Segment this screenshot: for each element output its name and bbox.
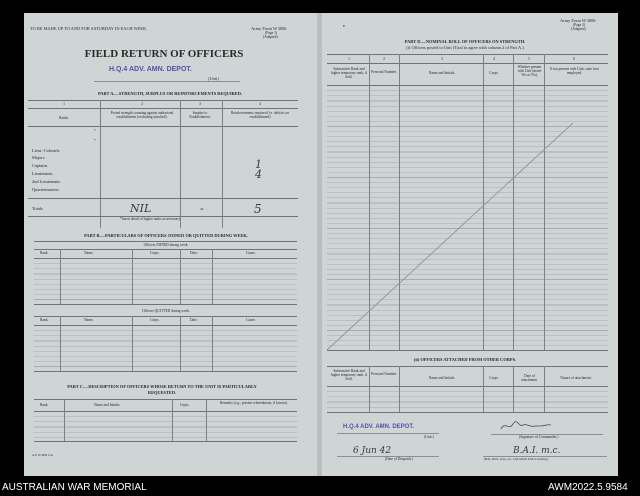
col-corps: Corps.	[489, 71, 499, 75]
col-corps: Corps.	[150, 318, 160, 322]
part-a-rule	[28, 100, 298, 101]
quitted-divider	[60, 316, 61, 371]
col-number: 1	[348, 57, 350, 61]
col-date-attachment: Date of attachment.	[521, 374, 538, 383]
totals-posted: NIL	[130, 202, 152, 215]
col-number: 3	[441, 57, 443, 61]
form-page-1	[24, 13, 316, 476]
col-number: 2	[141, 102, 143, 106]
col-number: 6	[573, 57, 575, 61]
col-remarks: Remarks (e.g., present whereabouts, if known).	[219, 401, 289, 405]
unit-label: (Unit.)	[424, 435, 434, 439]
col-number: 3	[199, 102, 201, 106]
part-c-divider	[172, 399, 173, 441]
form-number: Army Form W.3006	[251, 26, 287, 31]
totals-surplus: -	[200, 202, 204, 215]
rank-row: Lieutenants	[32, 171, 53, 176]
col-header-posted: Posted strength counting against authorized establishment (excluding attached).	[110, 111, 174, 120]
quitted-divider	[212, 316, 213, 371]
col-corps: Corps.	[180, 403, 190, 407]
archive-credit: AUSTRALIAN WAR MEMORIAL	[2, 482, 147, 493]
unit-stamp: H.Q.4 ADV. AMN. DEPOT.	[343, 424, 415, 430]
formation-label: (Bde, Divn, Area, etc, with which Unit is serving.)	[484, 457, 549, 461]
part-a-divider	[222, 100, 223, 228]
part-c-heading-2: REQUESTED.	[147, 390, 177, 395]
col-name-initials: Name and Initials.	[428, 71, 456, 75]
col-header-reinforcements: Reinforcements required (i.e. deficits on establishment)	[230, 111, 290, 120]
col-cause: Cause.	[246, 318, 256, 322]
col-number: 2	[383, 57, 385, 61]
col-rank: Rank.	[40, 251, 49, 255]
quitted-divider	[132, 316, 133, 371]
lieutenants-reinforcements: 4	[255, 168, 262, 181]
unit-line	[337, 433, 439, 434]
col-rank: Rank.	[40, 403, 49, 407]
col-personal-number: Personal Number.	[371, 372, 397, 376]
part-c-divider	[206, 399, 207, 441]
asterisk: *	[94, 139, 96, 143]
part-c-rule	[34, 441, 297, 442]
form-page-2	[323, 13, 618, 476]
part-b-heading: PART B.—PARTICULARS OF OFFICERS JOINED OR QUITTED DURING WEEK.	[84, 233, 248, 238]
formation: B.A.I. m.c.	[513, 446, 561, 456]
printer-mark: A.F. W.3006 1/41	[32, 453, 54, 457]
archive-reference: AWM2022.5.9584	[548, 482, 628, 493]
col-rank: Rank.	[40, 318, 49, 322]
col-nature-attachment: Nature of attachment.	[560, 376, 592, 380]
scanned-form-sheet	[24, 13, 618, 476]
col-personal-number: Personal Number.	[371, 70, 397, 74]
part-a-divider	[100, 100, 101, 228]
col-number: 1	[63, 102, 65, 106]
attached-divider	[544, 366, 545, 412]
attached-divider	[399, 366, 400, 412]
page-number: (Page 2)	[573, 23, 586, 27]
attached-divider	[513, 366, 514, 412]
part-a-divider	[180, 100, 181, 228]
joined-heading: Officers JOINED during week.	[143, 243, 189, 247]
col-corps: Corps.	[489, 376, 499, 380]
col-date: Date.	[190, 251, 198, 255]
part-d-subheading: (i) Officers posted to Unit (Trial to agree with column 2 of Part A.)	[406, 45, 524, 50]
col-header-ranks: Ranks.	[59, 116, 69, 120]
col-date: Date.	[190, 318, 198, 322]
rank-row: Majors	[32, 155, 45, 160]
part-a-rule	[28, 108, 298, 109]
made-up-note: TO BE MADE UP TO AND FOR SATURDAY IN EACH WEEK.	[30, 26, 148, 31]
attached-divider	[369, 366, 370, 412]
quitted-divider	[180, 316, 181, 371]
rank-row: 2nd Lieutenants	[32, 179, 61, 184]
col-corps: Corps.	[150, 251, 160, 255]
asterisk: *	[94, 129, 96, 133]
page-fold	[317, 13, 322, 476]
col-number: 4	[259, 102, 261, 106]
part-a-footnote: *Insert detail of higher ranks as necessary.	[120, 217, 181, 221]
despatch-date: 6 Jun 42	[353, 446, 392, 456]
quitted-rows	[34, 326, 297, 370]
commander-signature	[497, 419, 557, 433]
captains-reinforcements: 1	[255, 158, 262, 171]
col-name: Name.	[84, 251, 94, 255]
totals-label: Totals	[32, 206, 43, 211]
signature-label: (Signature of Commander.)	[519, 435, 559, 439]
col-name: Name.	[84, 318, 94, 322]
adapted-note: (Adapted)	[263, 35, 278, 39]
joined-divider	[60, 249, 61, 304]
joined-divider	[132, 249, 133, 304]
part-a-heading: PART A.—STRENGTH, SURPLUS OR REINFORCEMENTS REQUIRED.	[97, 91, 243, 96]
attached-heading: (ii) OFFICERS ATTACHED FROM OTHER CORPS.	[413, 357, 517, 362]
part-b-rule	[34, 241, 297, 242]
part-c-heading: PART C.—DESCRIPTION OF OFFICERS WHOSE RETURN TO THE UNIT IS PARTICULARLY	[67, 384, 257, 389]
part-c-divider	[64, 399, 65, 441]
part-b-rule	[34, 249, 297, 250]
joined-rows	[34, 259, 297, 303]
rank-row: Quartermasters	[32, 187, 59, 192]
totals-rule	[28, 198, 298, 199]
quitted-heading: Officers QUITTED during week.	[142, 309, 190, 313]
rank-row: Captains	[32, 163, 48, 168]
col-name-initials: Name and Initials.	[94, 403, 121, 407]
part-b-rule	[34, 316, 297, 317]
col-number: 4	[493, 57, 495, 61]
joined-divider	[180, 249, 181, 304]
part-d-heading: PART D.—NOMINAL ROLL OF OFFICERS ON STRENGTH.	[404, 39, 526, 44]
part-c-rule	[34, 399, 297, 400]
unit-stamp: H.Q.4 ADV. AMN. DEPOT.	[109, 66, 192, 73]
joined-divider	[212, 249, 213, 304]
part-b-rule	[34, 304, 297, 305]
col-substantive-rank: Substantive Rank and higher temporary rank, if held.	[330, 67, 368, 80]
adapted-note: (Adapted)	[571, 27, 586, 31]
form-title: FIELD RETURN OF OFFICERS	[84, 48, 244, 60]
totals-reinforcements: 5	[254, 202, 262, 216]
col-cause: Cause.	[246, 251, 256, 255]
attached-divider	[483, 366, 484, 412]
part-a-rule	[28, 126, 298, 127]
col-name-initials: Name and Initials.	[428, 376, 456, 380]
col-substantive-rank: Substantive Rank and higher temporary rank, if held.	[330, 369, 368, 382]
unit-label: (Unit)	[208, 76, 219, 81]
attached-rule	[327, 412, 608, 413]
rank-row: Lieut.-Colonels	[32, 148, 60, 153]
form-number: Army Form W.3006	[560, 18, 596, 23]
page-number: (Page 1)	[265, 31, 278, 35]
col-present: Whether present with Unit (insert Yes or No).	[517, 65, 542, 78]
part-c-rows	[34, 412, 297, 440]
part-b-rule	[34, 371, 297, 372]
col-header-surplus: Surplus to Establishment.	[189, 111, 211, 120]
punch-mark: ▾	[343, 24, 345, 28]
col-employed: If not present with Unit, state how employed.	[549, 67, 600, 76]
col-number: 5	[528, 57, 530, 61]
despatch-label: (Date of Despatch.)	[385, 457, 414, 461]
